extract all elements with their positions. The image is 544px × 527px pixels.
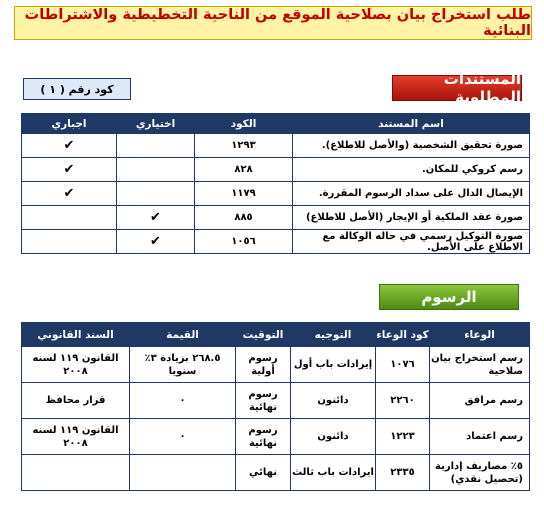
mandatory-check bbox=[22, 230, 117, 254]
fee-value bbox=[130, 455, 236, 491]
table-row bbox=[22, 419, 530, 455]
document-code: ٨٢٨ bbox=[195, 158, 293, 182]
col-direction: التوجيه bbox=[291, 323, 376, 347]
document-name: رسم كروكي للمكان. bbox=[293, 158, 530, 182]
table-row bbox=[22, 347, 530, 383]
fee-legal-basis bbox=[22, 455, 130, 491]
fee-vessel: رسم استخراج بيان صلاحية bbox=[430, 347, 530, 383]
mandatory-check: ✔ bbox=[22, 158, 117, 182]
table-row bbox=[22, 206, 530, 230]
table-row bbox=[22, 182, 530, 206]
fee-vessel: رسم مرافق bbox=[430, 383, 530, 419]
fee-direction: دائنون bbox=[291, 383, 376, 419]
fee-legal-basis: القانون ١١٩ لسنه ٢٠٠٨ bbox=[22, 347, 130, 383]
mandatory-check: ✔ bbox=[22, 134, 117, 158]
fee-vessel-code: ٢٢٦٠ bbox=[376, 383, 430, 419]
documents-heading: المستندات المطلوبة bbox=[392, 75, 522, 101]
optional-check bbox=[117, 182, 195, 206]
document-code: ٨٨٥ bbox=[195, 206, 293, 230]
optional-check: ✔ bbox=[117, 206, 195, 230]
table-row bbox=[22, 383, 530, 419]
optional-check bbox=[117, 158, 195, 182]
fee-legal-basis: قرار محافظ bbox=[22, 383, 130, 419]
col-vessel: الوعاء bbox=[430, 323, 530, 347]
col-value: القيمة bbox=[130, 323, 236, 347]
col-legal-basis: السند القانوني bbox=[22, 323, 130, 347]
fee-vessel-code: ٢٣٣٥ bbox=[376, 455, 430, 491]
fee-timing: رسوم نهائية bbox=[236, 383, 291, 419]
fees-header-row bbox=[22, 323, 530, 347]
fee-value: ٠ bbox=[130, 419, 236, 455]
mandatory-check: ✔ bbox=[22, 182, 117, 206]
page-title: طلب استخراج بيان بصلاحية الموقع من الناحية التخطيطية والاشتراطات البنائية bbox=[14, 6, 532, 40]
col-vessel-code: كود الوعاء bbox=[376, 323, 430, 347]
fee-value: ٠ bbox=[130, 383, 236, 419]
col-code: الكود bbox=[195, 114, 293, 134]
fees-table bbox=[21, 322, 530, 491]
documents-header-row bbox=[22, 114, 530, 134]
fee-vessel: ٥٪ مصاريف إدارية (تحصيل نقدي) bbox=[430, 455, 530, 491]
documents-table bbox=[21, 113, 530, 254]
optional-check bbox=[117, 134, 195, 158]
document-name: الإيصال الدال على سداد الرسوم المقررة. bbox=[293, 182, 530, 206]
document-code: ١٢٩٣ bbox=[195, 134, 293, 158]
document-code: ١٠٥٦ bbox=[195, 230, 293, 254]
fee-vessel-code: ١٠٧٦ bbox=[376, 347, 430, 383]
fees-heading: الرسوم bbox=[379, 284, 519, 310]
fee-direction: إيرادات باب أول bbox=[291, 347, 376, 383]
code-number-box: كود رقم ( ١ ) bbox=[23, 78, 131, 100]
fee-legal-basis: القانون ١١٩ لسنه ٢٠٠٨ bbox=[22, 419, 130, 455]
document-name: صورة تحقيق الشخصية (والأصل للاطلاع). bbox=[293, 134, 530, 158]
mandatory-check bbox=[22, 206, 117, 230]
table-row bbox=[22, 158, 530, 182]
col-optional: اختياري bbox=[117, 114, 195, 134]
fee-direction: دائنون bbox=[291, 419, 376, 455]
document-code: ١١٧٩ bbox=[195, 182, 293, 206]
col-mandatory: اجباري bbox=[22, 114, 117, 134]
fee-timing: نهائي bbox=[236, 455, 291, 491]
optional-check: ✔ bbox=[117, 230, 195, 254]
fee-vessel-code: ١٢٢٣ bbox=[376, 419, 430, 455]
document-name: صورة عقد الملكية أو الإيجار (الأصل للاطلاع) bbox=[293, 206, 530, 230]
fee-timing: رسوم أولية bbox=[236, 347, 291, 383]
table-row bbox=[22, 455, 530, 491]
fee-value: ٢٦٨.٥ بزيادة ٣٪ سنويا bbox=[130, 347, 236, 383]
fee-direction: ايرادات باب ثالث bbox=[291, 455, 376, 491]
col-document-name: اسم المستند bbox=[293, 114, 530, 134]
fee-vessel: رسم اعتماد bbox=[430, 419, 530, 455]
table-row bbox=[22, 134, 530, 158]
document-name: صورة التوكيل رسمي في حاله الوكالة مع الاطلاع على الأصل. bbox=[293, 230, 530, 254]
fee-timing: رسوم نهائية bbox=[236, 419, 291, 455]
table-row bbox=[22, 230, 530, 254]
col-timing: التوقيت bbox=[236, 323, 291, 347]
